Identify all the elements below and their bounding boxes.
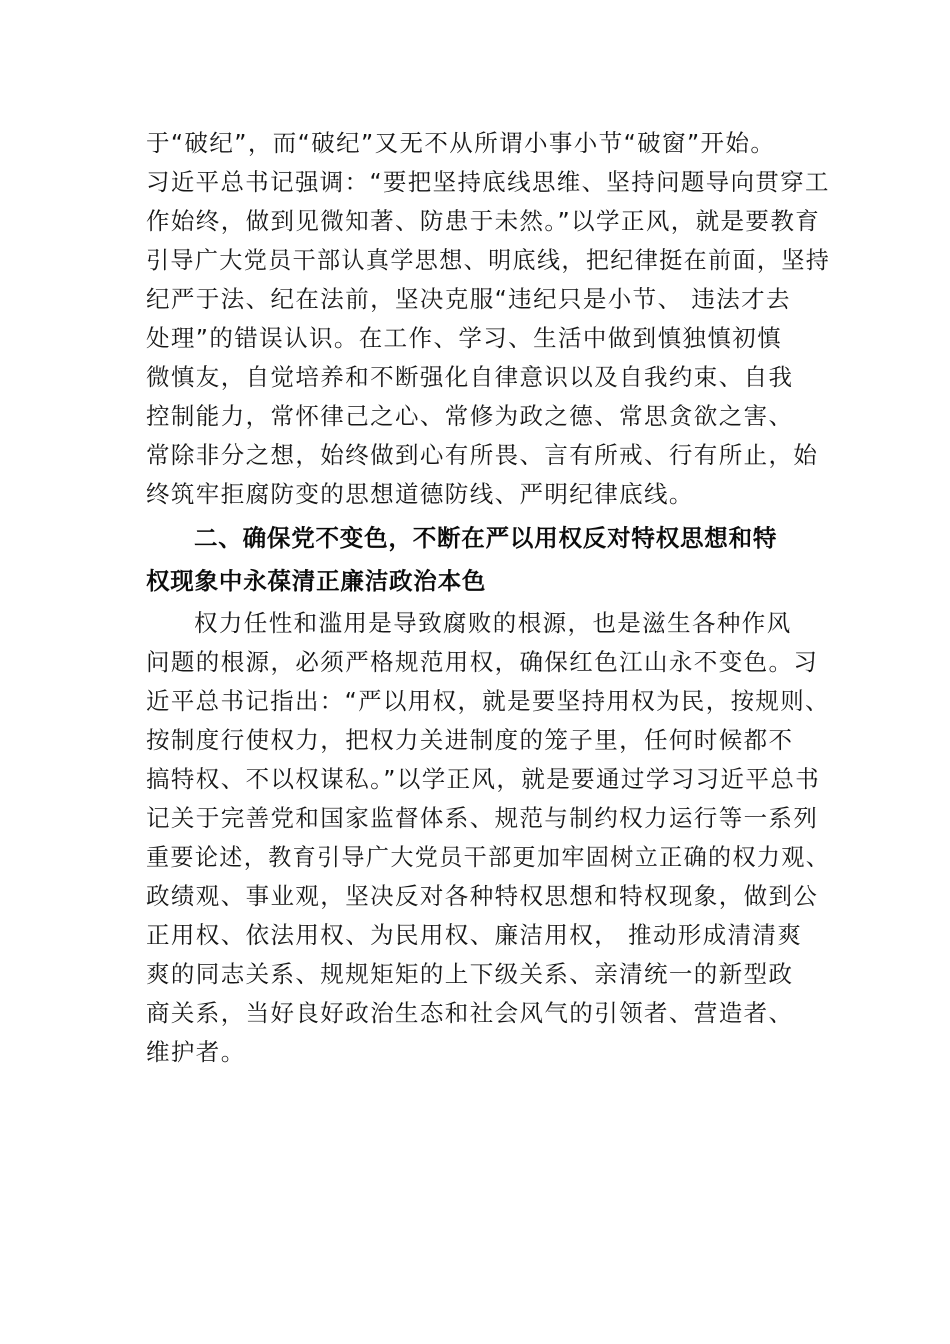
section-heading: 二、确保党不变色，不断在严以用权反对特权思想和特: [194, 524, 778, 552]
text-line: 维护者。: [146, 1038, 246, 1066]
text-line: 搞特权、不以权谋私。”以学正风，就是要通过学习习近平总书: [146, 765, 821, 793]
text-line: 作始终，做到见微知著、防患于未然。”以学正风，就是要教育: [146, 207, 821, 235]
text-line: 纪严于法、纪在法前，坚决克服“违纪只是小节、 违法才去: [146, 285, 791, 313]
text-line: 重要论述，教育引导广大党员干部更加牢固树立正确的权力观、: [146, 843, 831, 871]
text-line: 引导广大党员干部认真学思想、明底线，把纪律挺在前面，坚持: [146, 246, 831, 274]
text-line: 微慎友，自觉培养和不断强化自律意识以及自我约束、自我: [146, 363, 794, 391]
text-line: 终筑牢拒腐防变的思想道德防线、严明纪律底线。: [146, 480, 694, 508]
text-line: 近平总书记指出：“严以用权，就是要坚持用权为民，按规则、: [146, 687, 830, 715]
text-line: 习近平总书记强调：“要把坚持底线思维、坚持问题导向贯穿工: [146, 168, 830, 196]
text-line: 按制度行使权力，把权力关进制度的笼子里，任何时候都不: [146, 726, 794, 754]
section-heading-continued: 权现象中永葆清正廉洁政治本色: [146, 567, 487, 595]
text-line: 政绩观、事业观，坚决反对各种特权思想和特权现象，做到公: [146, 882, 819, 910]
text-line: 记关于完善党和国家监督体系、规范与制约权力运行等一系列: [146, 804, 819, 832]
text-line: 处理”的错误认识。在工作、学习、生活中做到慎独慎初慎: [146, 324, 783, 352]
text-line: 于“破纪”，而“破纪”又无不从所谓小事小节“破窗”开始。: [146, 129, 776, 157]
text-line: 常除非分之想，始终做到心有所畏、言有所戒、行有所止，始: [146, 441, 819, 469]
text-line: 正用权、依法用权、为民用权、廉洁用权， 推动形成清清爽: [146, 921, 803, 949]
text-line: 问题的根源，必须严格规范用权，确保红色江山永不变色。习: [146, 648, 819, 676]
paragraph-first-line: 权力任性和滥用是导致腐败的根源，也是滋生各种作风: [194, 609, 792, 637]
text-line: 商关系，当好良好政治生态和社会风气的引领者、营造者、: [146, 999, 794, 1027]
text-line: 爽的同志关系、规规矩矩的上下级关系、亲清统一的新型政: [146, 960, 794, 988]
text-line: 控制能力，常怀律己之心、常修为政之德、常思贪欲之害、: [146, 402, 794, 430]
